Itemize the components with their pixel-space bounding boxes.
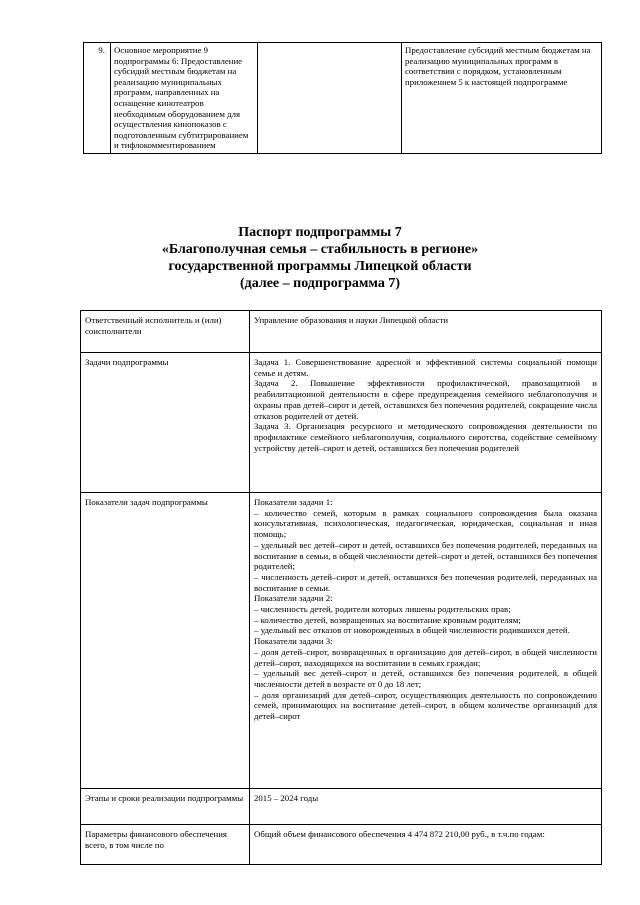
title-line: Паспорт подпрограммы 7 [238,225,402,240]
indicator-item: – доля организаций для детей–сирот, осуществляющих деятельность по сопровождению семей, принимающих на воспитание детей–сирот, в общем количестве организаций для детей–сирот [254,689,597,722]
table-row [81,353,602,493]
event-result: Предоставление субсидий местным бюджетам на реализацию муниципальных программ в соответствии с порядком, установленным приложением 5 к настоящей подпрограмме [402,43,602,154]
task-item: Задача 2. Повышение эффективности профилактической, правозащитной и реабилитационной деятельности в сфере предупреждения семейного неблагополучия и охраны прав детей–сирот и детей, оставшихся без попечения родителей, сокращение числа отказов родителей от детей. [254,378,597,421]
title-line: «Благополучная семья – стабильность в регионе» [161,242,479,257]
finance-label: Параметры финансового обеспечения всего, в том числе по [81,825,250,865]
row-number: 9. [84,43,111,154]
table-row [81,825,602,865]
empty-cell [258,43,402,154]
title-line: (далее – подпрограмма 7) [239,276,401,291]
table-row [81,493,602,789]
stages-label: Этапы и сроки реализации подпрограммы [81,789,250,825]
indicator-item: – доля детей–сирот, возвращенных в организацию для детей–сирот, в общей численности детей–сирот, находящихся на воспитании в семьях граждан; [254,646,597,668]
executor-label: Ответственный исполнитель и (или) соисполнители [81,311,250,353]
indicator-item: – количество детей, возвращенных на воспитание кровным родителям; [254,614,521,625]
indicator-item: – удельный вес отказов от новорожденных в общей численности родившихся детей. [254,625,570,636]
passport-table [80,310,602,865]
indicator-item: Показатели задачи 2: [254,593,333,604]
task-item: Задача 3. Организация ресурсного и методического сопровождения деятельности по профилактике семейного неблагополучия, социального сиротства, содействие семейному устройству детей–сирот и детей, оставшихся без попечения родителей [254,421,597,453]
stages-value: 2015 – 2024 годы [250,789,602,825]
task-item: Задача 1. Совершенствование адресной и эффективной системы социальной помощи семье и детям. [254,357,597,378]
table-row [81,789,602,825]
table-row [81,311,602,353]
indicator-item: – численность детей–сирот и детей, оставшихся без попечения родителей, переданных на воспитание в семьи. [254,571,597,593]
page-title [0,224,640,292]
tasks-cell [250,353,602,493]
indicator-item: – удельный вес детей–сирот и детей, оставшихся без попечения родителей, переданных на воспитание в семьи, в общей численности детей–сирот и детей, оставшихся без попечения родителей; [254,539,597,572]
top-continuation-table [83,42,602,154]
indicator-item: – численность детей, родители которых лишены родительских прав; [254,604,511,615]
executor-value: Управление образования и науки Липецкой области [250,311,602,353]
indicator-item: Показатели задачи 3: [254,636,333,647]
finance-value: Общий объем финансового обеспечения 4 474 872 210,00 руб., в т.ч.по годам: [250,825,602,865]
event-description: Основное мероприятие 9 подпрограммы 6: Предоставление субсидий местным бюджетам на реализацию муниципальных программ, направленных на оснащение кинотеатров необходимым оборудованием для осуществления кинопоказов с подготовленным субтитрированием и тифлокомментированием [111,43,258,154]
indicator-item: Показатели задачи 1: [254,497,333,507]
indicator-item: – количество семей, которым в рамках социального сопровождения была оказана консультативная, психологическая, педагогическая, юридическая, социальная и иная помощь; [254,507,597,540]
tasks-label: Задачи подпрограммы [81,353,250,493]
table-row [84,43,602,154]
indicator-item: – удельный вес детей–сирот и детей, оставшихся без попечения родителей, в общей численности детей в возрасте от 0 до 18 лет; [254,668,597,689]
indicators-cell [250,493,602,789]
title-line: государственной программы Липецкой области [168,259,472,274]
indicators-label: Показатели задач подпрограммы [81,493,250,789]
